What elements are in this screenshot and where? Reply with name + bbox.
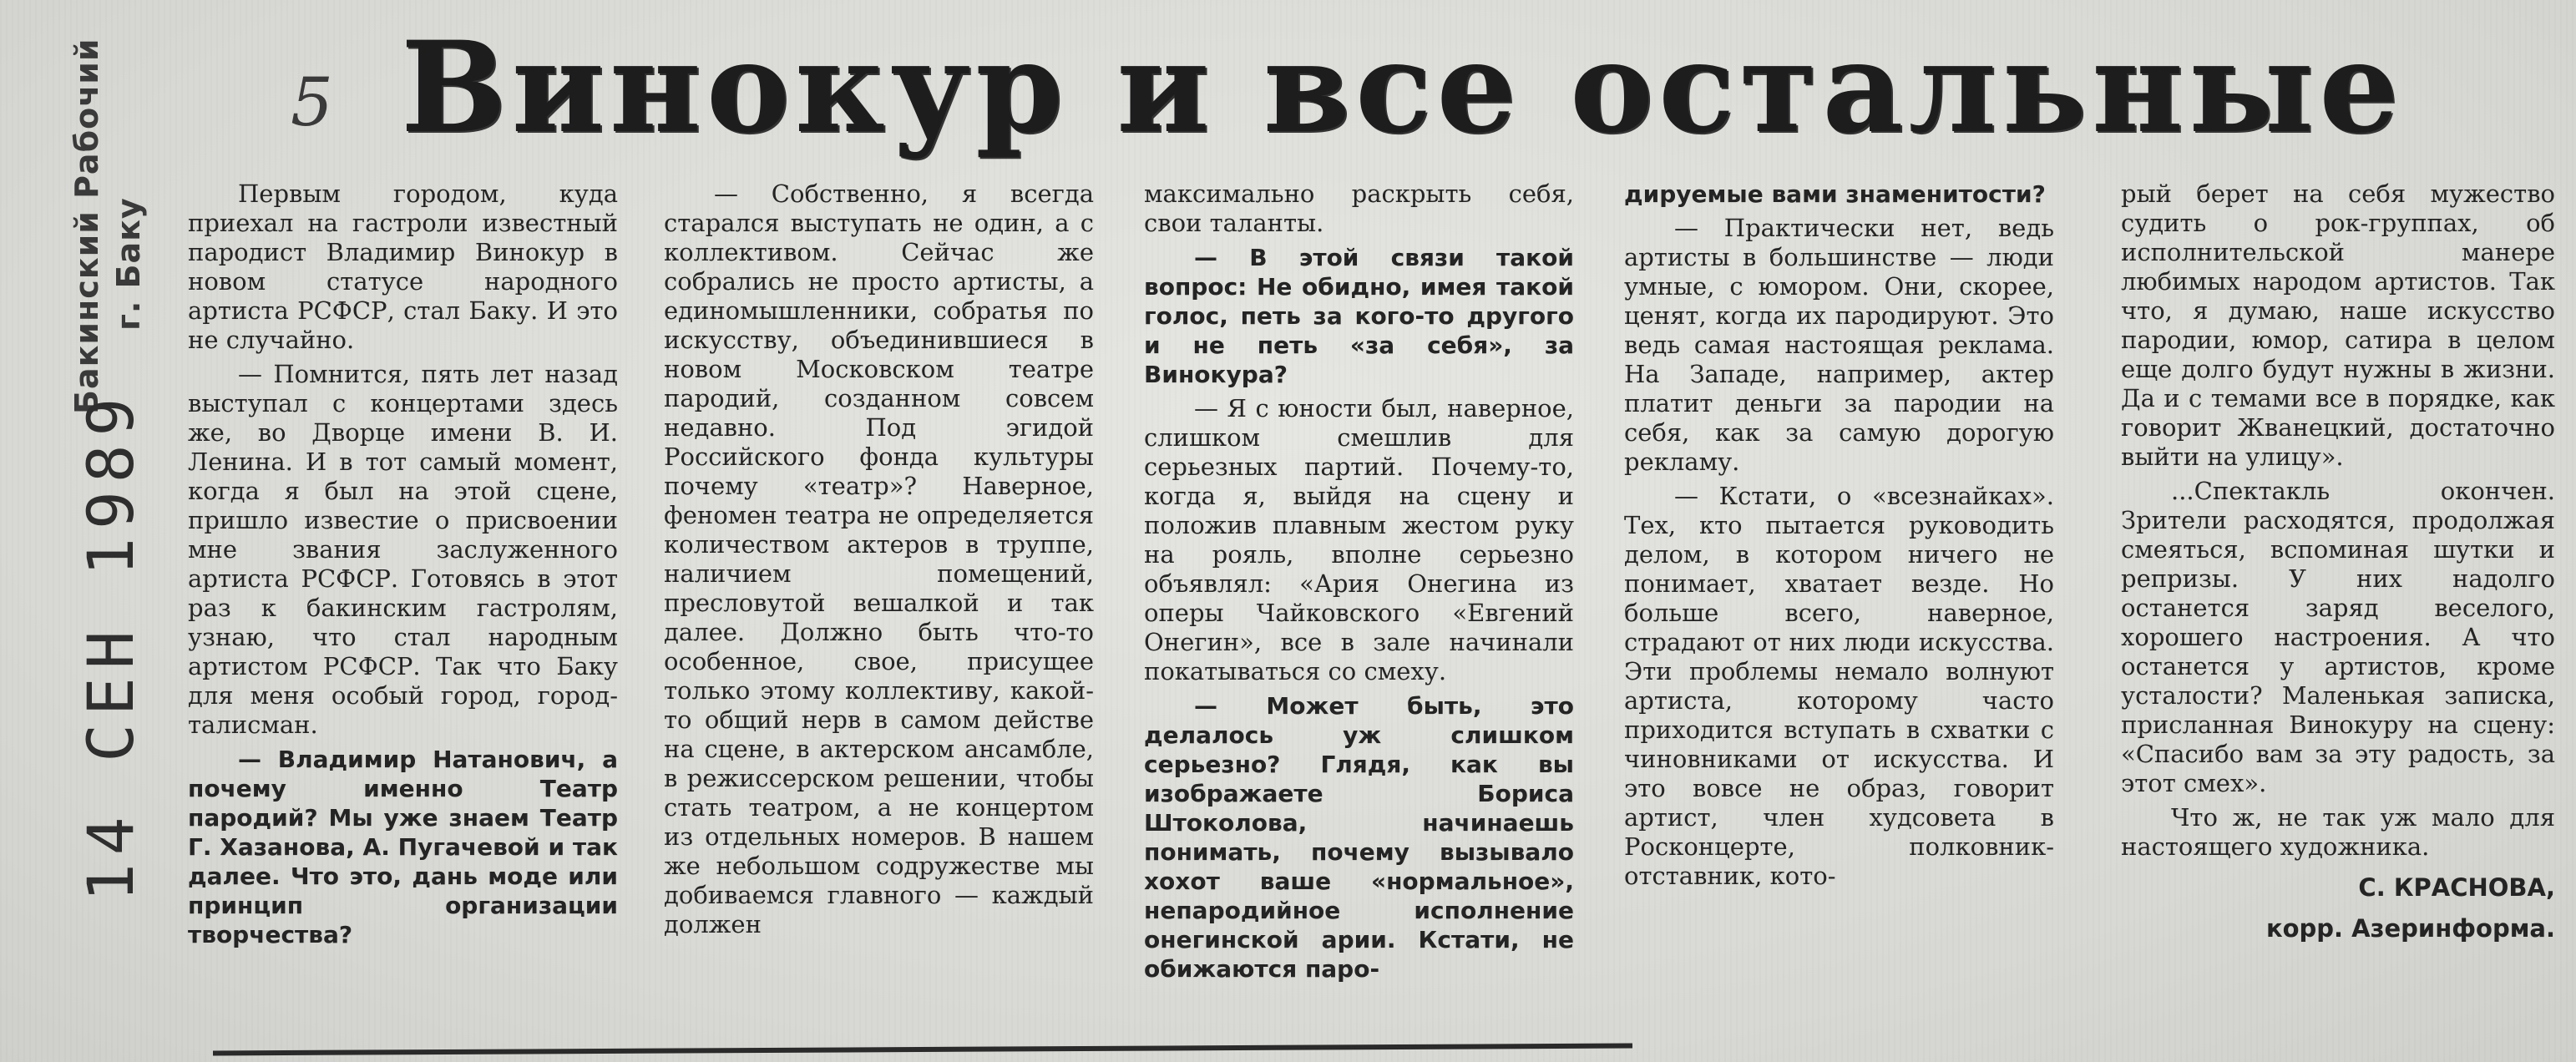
- paragraph: ...Спектакль окончен. Зрители расходятся, продолжая смеяться, вспоминая шутки и репризы. У них надолго останется заряд веселого, хорошего настроения. А что останется у артистов, кроме усталости? Маленькая записка, присланная Винокуру на сцену: «Спасибо вам за эту радость, за этот смех».: [2121, 477, 2555, 797]
- column-2: [664, 180, 1094, 939]
- pencil-mark-text: 5: [291, 63, 333, 141]
- headline: Винокур и все остальные: [401, 14, 2404, 161]
- pencil-mark-icon: [284, 58, 342, 142]
- source-stamp: [58, 38, 150, 431]
- date-stamp-text: 14 СЕН 1989: [73, 389, 148, 902]
- paragraph: Что ж, не так уж мало для настоящего художника.: [2121, 803, 2555, 861]
- source-stamp-line1: Бакинский Рабочий: [68, 38, 105, 414]
- paragraph: рый берет на себя мужество судить о рок-группах, об исполнительской манере любимых народом артистов. Так что, я думаю, наше искусство пародии, юмор, сатира в целом еще долго будут нужны в жизни. Да и с темами все в порядке, как говорит Жванецкий, достаточно выйти на улицу».: [2121, 180, 2555, 471]
- paragraph: — Помнится, пять лет назад выступал с концертами здесь же, во Дворце имени В. И. Ленина. И в тот самый момент, когда я был на этой сцене, пришло известие о присвоении мне звания заслуженного артиста РСФСР. Готовясь в этот раз к бакинским гастролям, узнаю, что стал народным артистом РСФСР. Так что Баку для меня особый город, город-талисман.: [188, 360, 618, 739]
- column-5: [2121, 180, 2555, 943]
- paragraph: дируемые вами знаменитости?: [1624, 180, 2046, 208]
- paragraph: — Я с юности был, наверное, слишком смешлив для серьезных партий. Почему-то, когда я, выйдя на сцену и положив плавным жестом руку на рояль, вполне серьезно объявлял: «Ария Онегина из оперы Чайковского «Евгений Онегин», все в зале начинали покатываться со смеху.: [1144, 394, 1574, 685]
- date-stamp: [58, 389, 150, 918]
- paragraph: — Владимир Натанович, а почему именно Театр пародий? Мы уже знаем Театр Г. Хазанова, А. Пугачевой и так далее. Что это, дань моде или принцип организации творчества?: [188, 746, 618, 948]
- paragraph: — Собственно, я всегда старался выступать не один, а с коллективом. Сейчас же собрались не просто артисты, а единомышленники, собратья по искусству, объединившиеся в новом Московском театре пародий, созданном совсем недавно. Под эгидой Российского фонда культуры почему «театр»? Наверное, феномен театра не определяется количеством актеров в труппе, наличием помещений, пресловутой вешалкой и так далее. Должно быть что-то особенное, свое, присущее только этому коллективу, какой-то общий нерв в самом действе на сцене, в актерском ансамбле, в режиссерском решении, чтобы стать театром, а не концертом из отдельных номеров. В нашем же небольшом содружестве мы добиваемся главного — каждый должен: [664, 180, 1094, 938]
- paragraph: — Может быть, это делалось уж слишком серьезно? Глядя, как вы изображаете Бориса Штоколова, начинаешь понимать, почему вызывало хохот ваше «нормальное», непародийное исполнение онегинской арии. Кстати, не обижаются паро-: [1144, 692, 1574, 983]
- column-3: [1144, 180, 1574, 984]
- paragraph: — Кстати, о «всезнайках». Тех, кто пытается руководить делом, в котором ничего не понимает, хватает везде. Но больше всего, наверное, страдают от них люди искусства. Эти проблемы немало волнуют артиста, которому часто приходится вступать в схватки с чиновниками от искусства. И это вовсе не образ, говорит артист, член худсовета в Росконцерте, полковник-отставник, кото-: [1624, 482, 2054, 890]
- signature: корр. Азеринформа.: [2265, 914, 2555, 943]
- column-1: [188, 180, 618, 949]
- paragraph: — Практически нет, ведь артисты в большинстве — люди умные, с юмором. Они, скорее, ценят, когда их пародируют. Это ведь самая настоящая реклама. На Западе, например, актер платит деньги за пародии на себя, как за самую дорогую рекламу.: [1624, 214, 2054, 476]
- paragraph: Первым городом, куда приехал на гастроли известный пародист Владимир Винокур в новом статусе народного артиста РСФСР, стал Баку. И это не случайно.: [188, 180, 618, 354]
- source-stamp-line2: г. Баку: [110, 197, 147, 331]
- paragraph: — В этой связи такой вопрос: Не обидно, имея такой голос, петь за кого-то другого и не петь «за себя», за Винокура?: [1144, 244, 1574, 388]
- paragraph: максимально раскрыть себя, свои таланты.: [1144, 180, 1574, 237]
- bottom-rule: [213, 1044, 1632, 1056]
- column-4: [1624, 180, 2054, 891]
- signature: С. КРАСНОВА,: [2358, 873, 2555, 902]
